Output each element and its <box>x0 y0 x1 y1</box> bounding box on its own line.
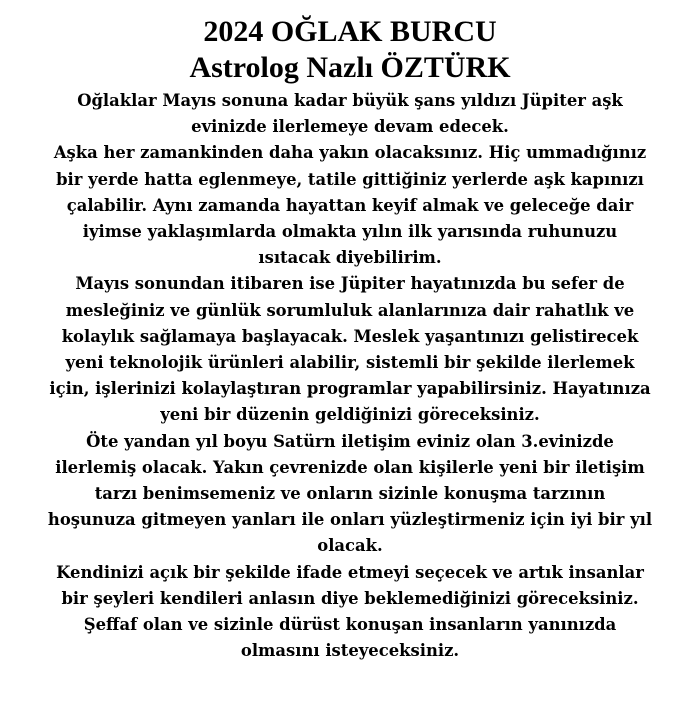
document-title <box>4 14 696 86</box>
title-line-1: 2024 OĞLAK BURCU <box>203 15 497 48</box>
body-line: evinizde ilerlemeye devam edecek. <box>191 117 509 137</box>
body-line: Öte yandan yıl boyu Satürn iletişim eviniz olan 3.evinizde <box>86 431 614 451</box>
body-line: ısıtacak diyebilirim. <box>258 248 442 268</box>
body-line: Kendinizi açık bir şekilde ifade etmeyi seçecek ve artık insanlar <box>56 562 644 582</box>
body-line: mesleğiniz ve günlük sorumluluk alanlarınıza dair rahatlık ve <box>65 300 635 320</box>
body-line: olmasını isteyeceksiniz. <box>240 641 460 661</box>
body-line: Oğlaklar Mayıs sonuna kadar büyük şans yıldızı Jüpiter aşk <box>77 91 623 110</box>
body-line: çalabilir. Aynı zamanda hayattan keyif almak ve geleceğe dair <box>66 195 634 215</box>
body-line: tarzı benimsemeniz ve onların sizinle konuşma tarzının <box>94 484 606 504</box>
title-line-2: Astrolog Nazlı ÖZTÜRK <box>189 51 511 84</box>
body-line: için, işlerinizi kolaylaştıran programlar yapabilirsiniz. Hayatınıza <box>49 379 651 399</box>
body-line: kolaylık sağlamaya başlayacak. Meslek yaşantınızı gelistirecek <box>61 326 639 346</box>
body-line: bir yerde hatta eglenmeye, tatile gittiğiniz yerlerde aşk kapınızı <box>56 169 644 189</box>
document-body <box>4 88 696 664</box>
body-line: hoşunuza gitmeyen yanları ile onları yüzleştirmeniz için iyi bir yıl <box>47 510 653 530</box>
body-line: bir şeyleri kendileri anlasın diye beklemediğinizi göreceksiniz. <box>61 588 639 608</box>
body-line: yeni teknolojik ürünleri alabilir, sistemli bir şekilde ilerlemek <box>65 353 635 373</box>
body-line: Mayıs sonundan itibaren ise Jüpiter hayatınızda bu sefer de <box>75 274 625 294</box>
body-line: olacak. <box>317 536 383 556</box>
body-line: Aşka her zamankinden daha yakın olacaksınız. Hiç ummadığınız <box>53 143 647 163</box>
body-line: yeni bir düzenin geldiğinizi göreceksiniz. <box>160 405 540 425</box>
body-line: ilerlemiş olacak. Yakın çevrenizde olan kişilerle yeni bir iletişim <box>55 457 645 477</box>
body-line: iyimse yaklaşımlarda olmakta yılın ilk yarısında ruhunuzu <box>82 222 618 242</box>
body-line: Şeffaf olan ve sizinle dürüst konuşan insanların yanınızda <box>83 615 617 635</box>
